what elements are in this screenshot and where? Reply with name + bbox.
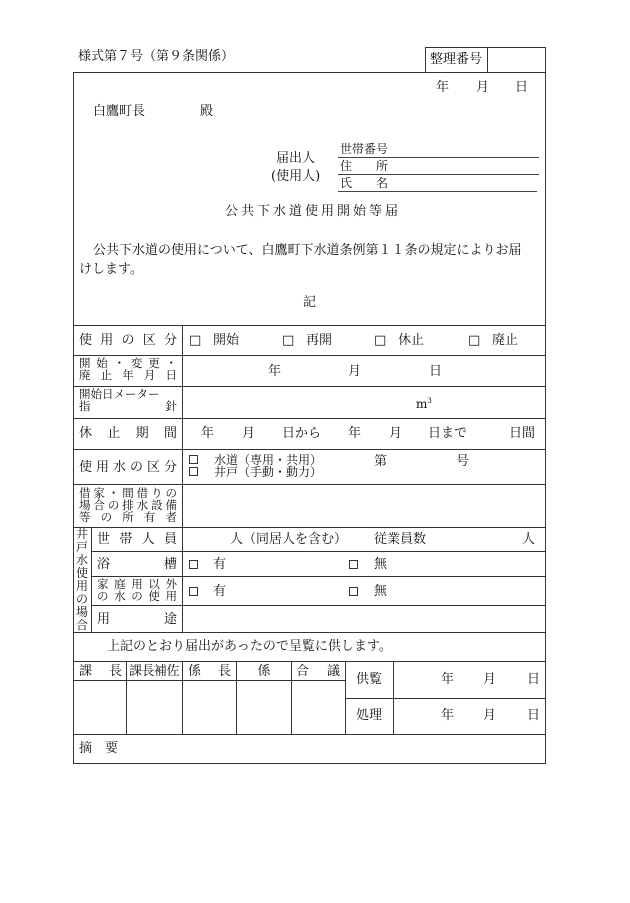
- ref-number-label: 整理番号: [430, 52, 483, 67]
- bath-no-checkbox[interactable]: [349, 560, 358, 569]
- processed-year: 年: [441, 708, 455, 723]
- household-number-label: 世帯番号: [340, 142, 389, 156]
- suspension-to-day: 日まで: [428, 426, 468, 441]
- viewed-label: 供覧: [356, 672, 383, 687]
- rule: [73, 484, 546, 485]
- date-year: 年: [436, 80, 450, 95]
- household-members-unit: 人（同居人を含む）: [230, 532, 348, 547]
- non-household-yes-label: 有: [213, 584, 227, 599]
- water-type-label: 使用水の区分: [79, 460, 177, 475]
- processed-month: 月: [483, 708, 497, 723]
- addressee-name: 白鷹町長: [93, 104, 146, 119]
- processed-day: 日: [527, 708, 541, 723]
- well-side-label: [75, 528, 89, 632]
- rule: [73, 418, 546, 419]
- non-household-label-2: の水の使用: [97, 589, 177, 603]
- suspension-from-year: 年: [201, 426, 215, 441]
- start-date-day: 日: [429, 364, 443, 379]
- water-supply-checkbox[interactable]: [189, 455, 198, 464]
- applicant-sub-label: (使用人): [271, 169, 321, 184]
- rental-label-1: 借家・間借りの: [79, 486, 177, 500]
- approval-divider: [345, 661, 346, 734]
- purpose-field[interactable]: [184, 607, 544, 630]
- well-side-char: 場: [75, 605, 88, 619]
- remarks-label: 摘 要: [79, 741, 119, 756]
- well-side-char: 使: [75, 566, 88, 580]
- water-supply-label: 水道（専用・共用）: [214, 453, 323, 467]
- household-number-field[interactable]: [338, 157, 539, 158]
- well-side-char: 水: [75, 553, 88, 567]
- applicant-label: 届出人: [276, 151, 316, 166]
- suspension-from-month: 月: [242, 426, 256, 441]
- well-side-divider: [91, 527, 92, 632]
- suspension-to-year: 年: [348, 426, 362, 441]
- usage-abolish-checkbox[interactable]: □: [468, 333, 481, 348]
- address-label: 住 所: [340, 159, 389, 173]
- water-number-prefix: 第: [374, 454, 388, 469]
- usage-resume-checkbox[interactable]: □: [282, 333, 295, 348]
- purpose-label: 用途: [97, 612, 177, 627]
- usage-label: 使用の区分: [79, 333, 177, 348]
- start-date-label-2: 廃止年月日: [79, 368, 177, 382]
- date-month: 月: [476, 80, 490, 95]
- start-date-label-1: 開始・変更・: [79, 356, 177, 370]
- well-water-checkbox[interactable]: [189, 467, 198, 476]
- approval-divider: [291, 661, 292, 734]
- viewed-day: 日: [527, 672, 541, 687]
- bath-no-label: 無: [374, 557, 388, 572]
- approval-divider: [393, 661, 394, 734]
- rule: [73, 527, 546, 528]
- meter-unit: [416, 398, 432, 410]
- non-household-yes-checkbox[interactable]: [189, 587, 198, 596]
- rule: [73, 680, 345, 681]
- rule: [73, 325, 546, 326]
- date-day: 日: [515, 80, 529, 95]
- bath-yes-checkbox[interactable]: [189, 560, 198, 569]
- rental-label-2: 場合の排水設備: [79, 498, 177, 512]
- household-members-label: 世帯人員: [97, 532, 177, 547]
- employees-unit: 人: [522, 532, 536, 547]
- rule: [73, 449, 546, 450]
- approval-header-chief: 課長: [79, 664, 122, 679]
- rule: [345, 698, 546, 699]
- well-side-char: 井: [75, 527, 88, 541]
- non-household-no-checkbox[interactable]: [349, 587, 358, 596]
- rule: [73, 661, 546, 662]
- name-field[interactable]: [338, 191, 537, 192]
- viewed-year: 年: [441, 672, 455, 687]
- usage-suspend-label: 休止: [398, 333, 425, 348]
- rule: [73, 632, 546, 633]
- approval-header-deputy: 課長補佐: [128, 664, 179, 679]
- approval-divider: [182, 661, 183, 734]
- meter-unit-text: m: [416, 397, 428, 411]
- form-number: 様式第７号（第９条関係）: [78, 49, 235, 64]
- bath-yes-label: 有: [213, 557, 227, 572]
- viewed-month: 月: [483, 672, 497, 687]
- rule: [91, 551, 546, 552]
- rule: [91, 605, 546, 606]
- employees-label: 従業員数: [374, 532, 427, 547]
- approval-header-section-chief: 係長: [188, 664, 231, 679]
- body-line-2: けします。: [79, 262, 143, 277]
- suspension-to-month: 月: [389, 426, 403, 441]
- well-side-char: 用: [75, 579, 88, 593]
- start-date-month: 月: [348, 364, 362, 379]
- usage-resume-label: 再開: [306, 333, 333, 348]
- ref-number-divider: [487, 47, 488, 73]
- start-date-year: 年: [268, 364, 282, 379]
- rental-label-3: 等の所有者: [79, 510, 177, 524]
- non-household-no-label: 無: [374, 584, 388, 599]
- suspension-from-day: 日から: [282, 426, 322, 441]
- rule: [73, 734, 546, 735]
- meter-label-1: 開始日メーター: [79, 387, 160, 401]
- meter-unit-sup: 3: [427, 397, 432, 405]
- body-line-1: 公共下水道の使用について、白鷹町下水道条例第１１条の規定によりお届: [93, 243, 522, 258]
- usage-start-label: 開始: [213, 333, 240, 348]
- non-household-label-1: 家庭用以外: [97, 577, 177, 591]
- well-side-char: 合: [75, 618, 88, 632]
- form-title: 公共下水道使用開始等届: [225, 204, 402, 219]
- suspension-days: 日間: [509, 426, 536, 441]
- usage-suspend-checkbox[interactable]: □: [374, 333, 387, 348]
- suspension-label: 休止期間: [79, 426, 177, 441]
- approval-header-staff: 係: [257, 664, 271, 679]
- meter-label-2: 指針: [79, 399, 177, 413]
- confirmation-text: 上記のとおり届出があったので呈覧に供します。: [107, 639, 392, 654]
- water-number-suffix: 号: [456, 454, 470, 469]
- processed-label: 処理: [356, 708, 383, 723]
- name-label: 氏 名: [340, 176, 389, 190]
- bath-label: 浴槽: [97, 557, 177, 572]
- usage-start-checkbox[interactable]: □: [189, 333, 202, 348]
- well-water-label: 井戸（手動・動力）: [214, 465, 323, 479]
- well-side-char: 戸: [75, 540, 88, 554]
- approval-header-consult: 合議: [296, 664, 340, 679]
- ki-heading: 記: [303, 295, 317, 310]
- addressee-honorific: 殿: [200, 104, 214, 119]
- label-column-divider: [182, 325, 183, 632]
- usage-abolish-label: 廃止: [492, 333, 519, 348]
- address-field[interactable]: [338, 174, 539, 175]
- well-side-char: の: [75, 592, 88, 606]
